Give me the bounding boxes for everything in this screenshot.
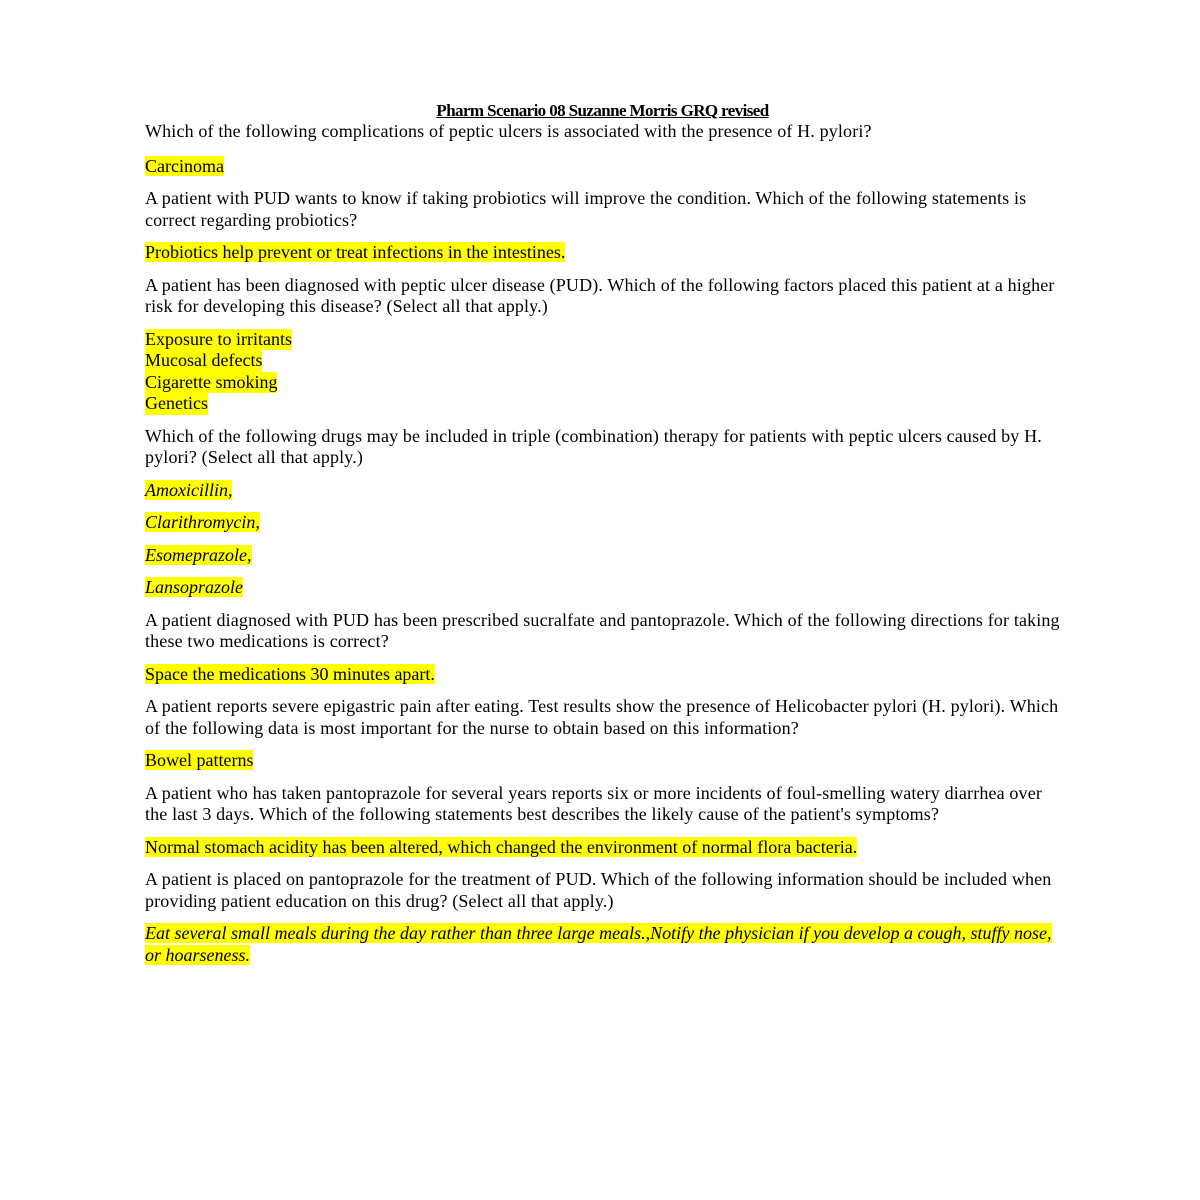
question-2: A patient with PUD wants to know if taking probiotics will improve the condition. Which of the following statements is correct regarding probiotics? [145,188,1027,230]
document-page [145,100,1060,977]
document-title: Pharm Scenario 08 Suzanne Morris GRQ revised [436,101,769,120]
answer-7-text: Normal stomach acidity has been altered, which changed the environment of normal flora bacteria. [145,836,858,857]
answer-4-text: Amoxicillin, [145,479,233,500]
question-4: Which of the following drugs may be included in triple (combination) therapy for patients with peptic ulcers caused by H. pylori? (Select all that apply.) [145,425,1042,467]
answer-5-text: Space the medications 30 minutes apart. [145,663,435,684]
answer-1 [145,156,1060,178]
question-6: A patient reports severe epigastric pain after eating. Test results show the presence of Helicobacter pylori (H. pylori). Which of the following data is most important for the nurse to obtain based on this information? [145,696,1059,738]
question-5: A patient diagnosed with PUD has been prescribed sucralfate and pantoprazole. Which of the following directions for taking these two medications is correct? [145,609,1060,651]
answer-4-text: Esomeprazole, [145,544,252,565]
answer-5 [145,664,1060,686]
answer-1-text: Carcinoma [145,155,224,176]
answer-2 [145,242,1060,264]
answer-4-item-2 [145,512,1060,534]
answer-3-item: Mucosal defects [145,350,263,370]
answer-6-text: Bowel patterns [145,750,254,770]
answer-4-text: Lansoprazole [145,577,244,597]
answer-4-text: Clarithromycin, [145,512,260,532]
answer-6 [145,750,1060,772]
answer-7 [145,837,1060,859]
answer-2-text: Probiotics help prevent or treat infections in the intestines. [145,242,566,262]
answer-8 [145,923,1060,966]
question-8: A patient is placed on pantoprazole for the treatment of PUD. Which of the following information should be included when providing patient education on this drug? (Select all that apply.) [145,869,1052,911]
answer-4-item-1 [145,480,1060,502]
question-1: Which of the following complications of peptic ulcers is associated with the presence of H. pylori? [145,121,872,141]
answer-4-item-3 [145,545,1060,567]
question-7: A patient who has taken pantoprazole for several years reports six or more incidents of foul-smelling watery diarrhea over the last 3 days. Which of the following statements best describes the likely cause of the patient's symptoms? [145,782,1042,824]
question-3: A patient has been diagnosed with peptic ulcer disease (PUD). Which of the following factors placed this patient at a higher risk for developing this disease? (Select all that apply.) [145,274,1055,316]
answer-8-text: Eat several small meals during the day rather than three large meals.,Notify the physician if you develop a cough, stuffy nose, or hoarseness. [145,923,1052,965]
answer-3-item: Genetics [145,393,208,413]
answer-3-list [145,329,1060,415]
answer-3-item: Exposure to irritants [145,328,292,349]
answer-4-item-4 [145,577,1060,599]
answer-3-item: Cigarette smoking [145,371,278,392]
